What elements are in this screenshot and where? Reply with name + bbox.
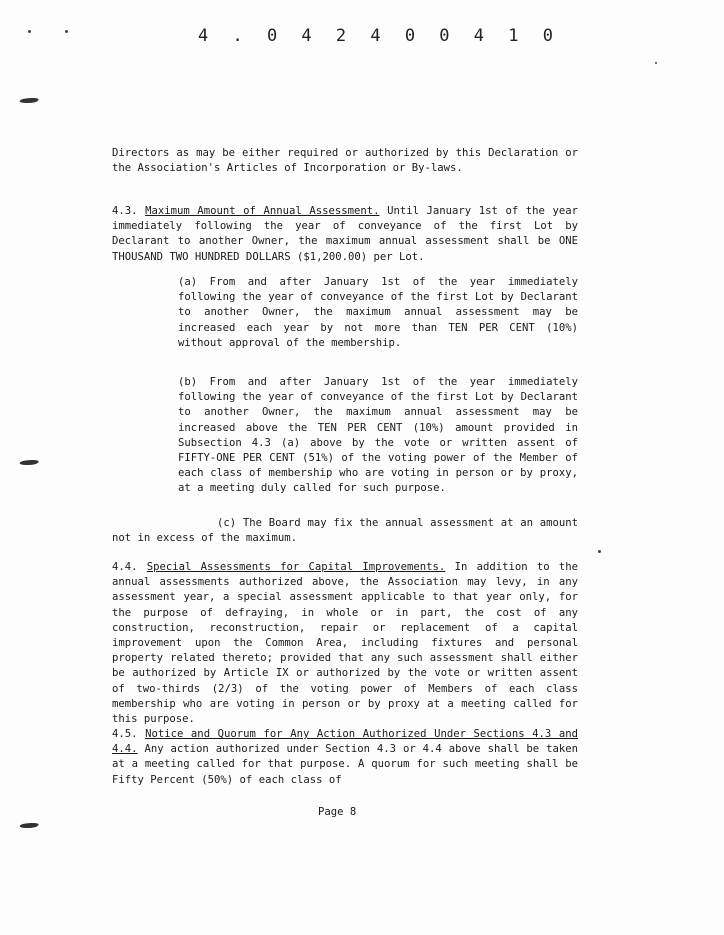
- punch-hole-mark: [18, 823, 40, 828]
- scan-speck: [65, 30, 68, 33]
- section-4-3: [112, 204, 578, 265]
- punch-hole-mark: [18, 460, 40, 465]
- section-body: Any action authorized under Section 4.3 or 4.4 above shall be taken at a meeting called for that purpose. A quorum for such meeting shall be Fifty Percent (50%) of each class of: [112, 743, 578, 786]
- scan-speck: [655, 62, 657, 64]
- section-title: Maximum Amount of Annual Assessment.: [145, 205, 380, 217]
- subsection-4-3-b: (b) From and after January 1st of the year immediately following the year of conveyance of the first Lot by Declarant to another Owner, the maximum annual assessment may be increased above the TEN PER CENT (10%) amount provided in Subsection 4.3 (a) above by the vote or written assent of FIFTY-ONE PER CENT (51%) of the voting power of the Member of each class of membership who are voting in person or by proxy, at a meeting duly called for such purpose.: [178, 376, 578, 495]
- document-stamp-number: 4 . 0 4 2 4 0 0 4 1 0: [198, 26, 560, 46]
- section-number: 4.5.: [112, 728, 138, 740]
- section-title: Notice and Quorum for Any Action Authorized Under Sections 4.3 and 4.4.: [112, 728, 578, 756]
- section-number: 4.4.: [112, 561, 138, 573]
- subsection-4-3-c: (c) The Board may fix the annual assessment at an amount not in excess of the maximum.: [112, 517, 578, 545]
- punch-hole-mark: [18, 98, 40, 103]
- paragraph-intro: Directors as may be either required or authorized by this Declaration or the Association's Articles of Incorporation or By-laws.: [112, 147, 578, 175]
- page-number: Page 8: [318, 806, 357, 818]
- subsection-4-3-a: (a) From and after January 1st of the year immediately following the year of conveyance of the first Lot by Declarant to another Owner, the maximum annual assessment may be increased each year by not more than TEN PER CENT (10%) without approval of the membership.: [178, 276, 578, 349]
- scan-speck: [28, 30, 31, 33]
- section-4-5: [112, 727, 578, 788]
- section-4-4: [112, 560, 578, 727]
- section-number: 4.3.: [112, 205, 138, 217]
- section-body: In addition to the annual assessments authorized above, the Association may levy, in any assessment year, a special assessment applicable to that year only, for the purpose of defraying, in whole or in part, the cost of any construction, reconstruction, repair or replacement of a capital improvement upon the Common Area, including fixtures and personal property related thereto; provided that any such assessment shall either be authorized by Article IX or authorized by the vote or written assent of two-thirds (2/3) of the voting power of Members of each class membership who are voting in person or by proxy at a meeting called for this purpose.: [112, 561, 578, 726]
- scan-speck: [598, 550, 601, 553]
- section-body: Until January 1st of the year immediately following the year of conveyance of the first Lot by Declarant to another Owner, the maximum annual assessment shall be ONE THOUSAND TWO HUNDRED DOLLARS ($1,200.00) per Lot.: [112, 205, 578, 263]
- section-title: Special Assessments for Capital Improvements.: [146, 561, 446, 573]
